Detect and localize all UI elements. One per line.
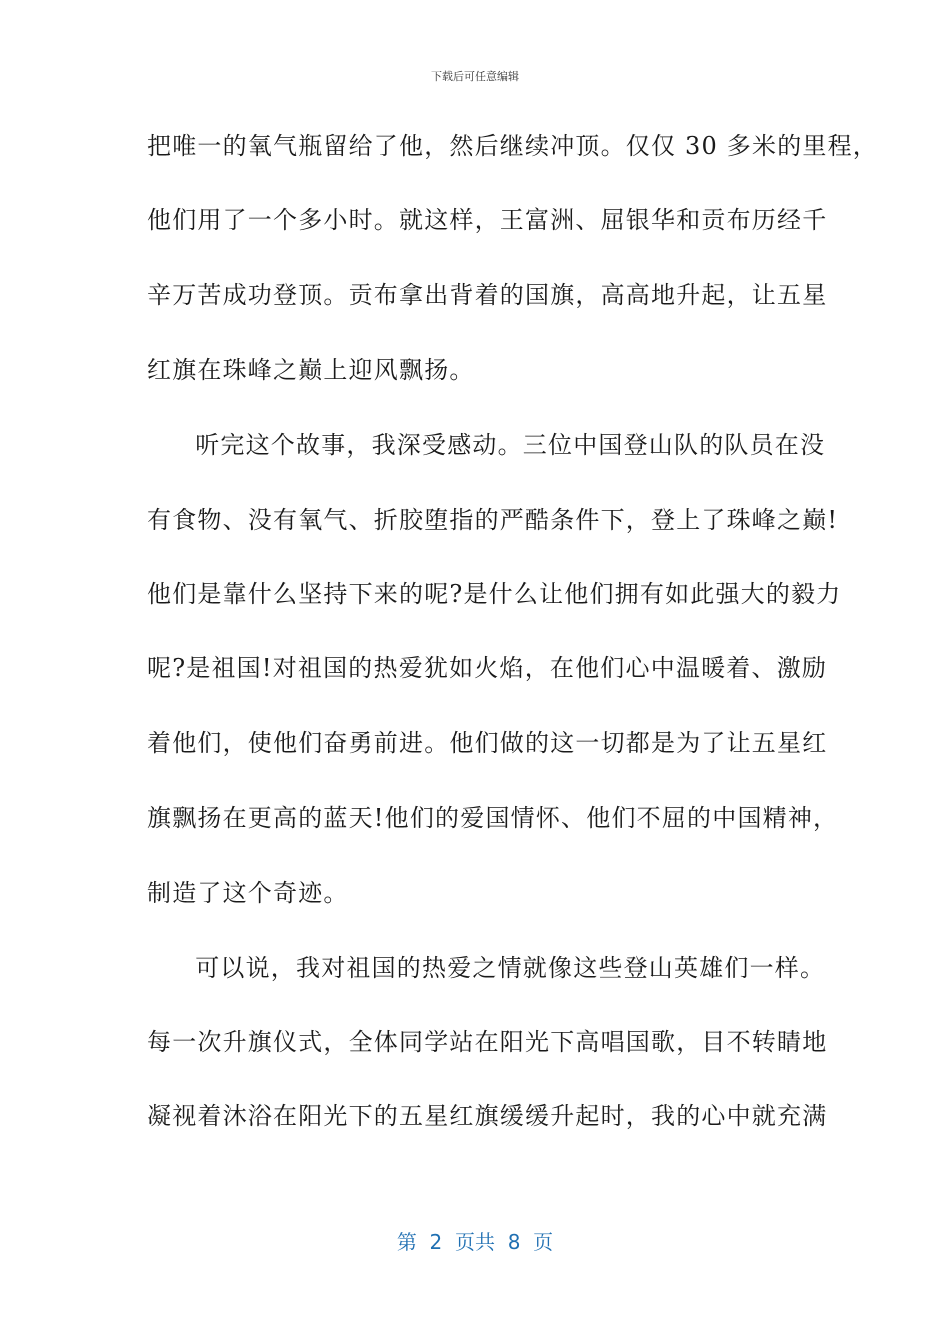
text-line: 可以说，我对祖国的热爱之情就像这些登山英雄们一样。 — [170, 954, 826, 982]
text-line: 听完这个故事，我深受感动。三位中国登山队的队员在没 — [170, 431, 826, 459]
text-line: 着他们，使他们奋勇前进。他们做的这一切都是为了让五星红 — [147, 729, 828, 757]
text-line: 制造了这个奇迹。 — [147, 879, 349, 907]
page-number-text: 第 2 页共 8 页 — [396, 1230, 554, 1254]
text-line: 红旗在珠峰之巅上迎风飘扬。 — [147, 356, 475, 384]
text-line: 辛万苦成功登顶。贡布拿出背着的国旗，高高地升起，让五星 — [147, 281, 828, 309]
text-line: 他们是靠什么坚持下来的呢?是什么让他们拥有如此强大的毅力 — [147, 580, 842, 608]
text-line: 有食物、没有氧气、折胶堕指的严酷条件下，登上了珠峰之巅! — [147, 506, 839, 534]
text-line: 凝视着沐浴在阳光下的五星红旗缓缓升起时，我的心中就充满 — [147, 1102, 828, 1130]
text-line: 每一次升旗仪式，全体同学站在阳光下高唱国歌，目不转睛地 — [147, 1028, 828, 1056]
text-line: 呢?是祖国!对祖国的热爱犹如火焰，在他们心中温暖着、激励 — [147, 654, 828, 682]
page-header: 下载后可任意编辑 — [431, 70, 519, 83]
text-line: 把唯一的氧气瓶留给了他，然后继续冲顶。仅仅 30 多米的里程， — [147, 132, 878, 160]
page-number-footer — [0, 1226, 950, 1255]
text-line: 旗飘扬在更高的蓝天!他们的爱国情怀、他们不屈的中国精神， — [147, 804, 839, 832]
text-line: 他们用了一个多小时。就这样，王富洲、屈银华和贡布历经千 — [147, 206, 828, 234]
